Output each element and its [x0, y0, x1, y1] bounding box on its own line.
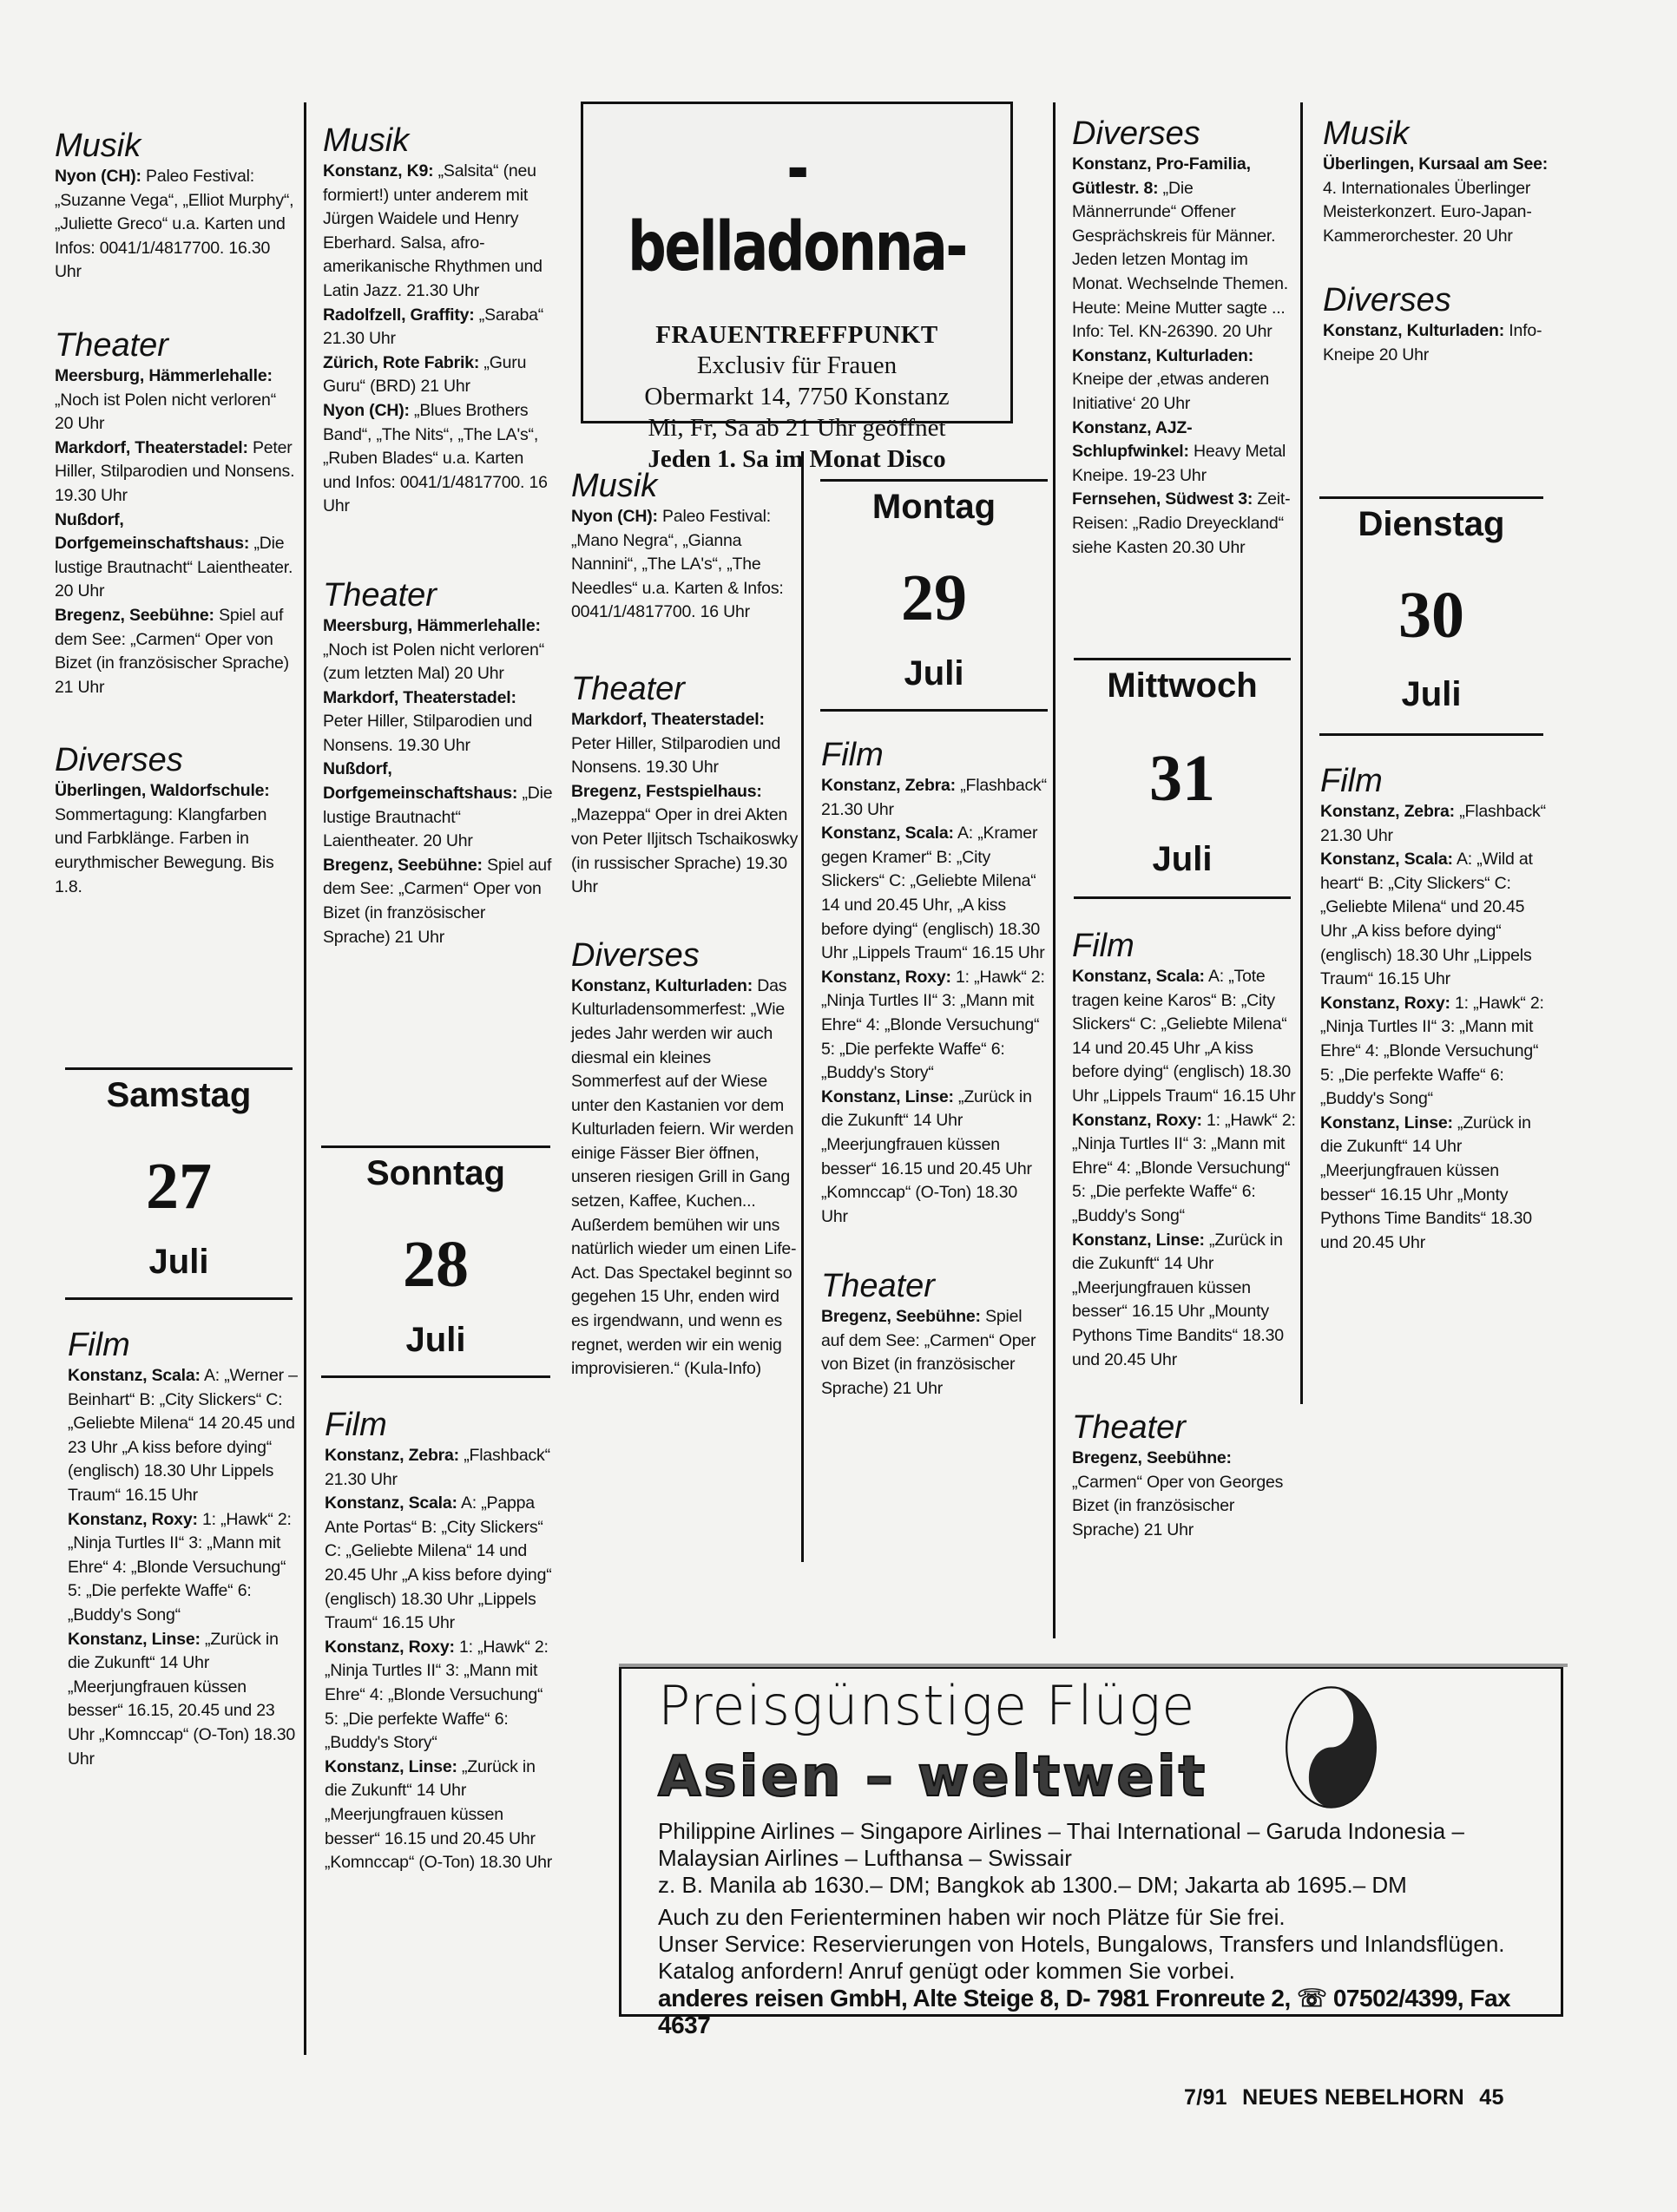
section-title: Theater [1072, 1409, 1186, 1447]
event-entry: Bregenz, Seebühne: „Carmen“ Oper von Georges Bizet (in französischer Sprache) 21 Uhr [1072, 1448, 1284, 1539]
event-entry: Konstanz, Kulturladen: Info-Kneipe 20 Uhr [1323, 321, 1542, 364]
section-title: Diverses [571, 936, 700, 974]
event-entry: Konstanz, Linse: „Zurück in die Zukunft“ 14 Uhr „Meerjungfrauen küssen besser“ 16.15 Uhr „Monty Pythons Time Bandits“ 18.30 und 20.45 Uhr [1320, 1113, 1532, 1252]
event-entry: Konstanz, Linse: „Zurück in die Zukunft“ 14 Uhr „Meerjungfrauen küssen besser“ 16.15 und 20.45 Uhr „Komnccap“ (O-Ton) 18.30 Uhr [821, 1086, 1032, 1226]
section-title: Film [1320, 763, 1383, 799]
column-saturday-pre [55, 128, 298, 942]
flights-ad [619, 1666, 1563, 2038]
event-entry: Überlingen, Kursaal am See: 4. Internationales Überlinger Meisterkonzert. Euro-Japan-Kammerorchester. 20 Uhr [1323, 154, 1549, 246]
ad-line: Exclusiv für Frauen [696, 351, 898, 379]
section-title: Musik [1323, 115, 1410, 152]
day-header-saturday [65, 1067, 293, 1300]
event-entry: Konstanz, Zebra: „Flashback“ 21.30 Uhr [325, 1446, 550, 1489]
section-film [325, 1408, 557, 1875]
column-tuesday-pre [1323, 116, 1550, 411]
column-sunday-cont [571, 469, 799, 1425]
section-title: Musik [323, 122, 410, 159]
event-entry: Konstanz, Roxy: 1: „Hawk“ 2: „Ninja Turtles II“ 3: „Mann mit Ehre“ 4: „Blonde Versuchung“ 5: „Die perfekte Waffe“ 6: „Buddy's Story“ [821, 967, 1045, 1083]
belladonna-ad [581, 102, 1013, 473]
section-musik [571, 469, 799, 625]
event-entry: Bregenz, Seebühne: Spiel auf dem See: „Carmen“ Oper von Bizet (in französischer Sprache) 21 Uhr [821, 1307, 1036, 1399]
column-monday-cont [1072, 116, 1296, 603]
ad-address: Obermarkt 14, 7750 Konstanz [644, 383, 950, 410]
page-number: 45 [1479, 2085, 1504, 2110]
event-entry: Nußdorf, Dorfgemeinschaftshaus: „Die lustige Brautnacht“ Laientheater. 20 Uhr [323, 759, 553, 851]
ad-line: Auch zu den Ferienterminen haben wir noch Plätze für Sie frei. [658, 1904, 1286, 1930]
day-name: Montag [871, 488, 996, 526]
section-musik [323, 123, 556, 519]
event-entry: Konstanz, Roxy: 1: „Hawk“ 2: „Ninja Turtles II“ 3: „Mann mit Ehre“ 4: „Blonde Versuchung“ 5: „Die perfekte Waffe“ 6: „Buddy's Song“ [68, 1509, 292, 1625]
section-title: Film [821, 737, 884, 773]
section-theater [1072, 1410, 1296, 1542]
event-entry: Konstanz, Roxy: 1: „Hawk“ 2: „Ninja Turtles II“ 3: „Mann mit Ehre“ 4: „Blonde Versuchung“ 5: „Die perfekte Waffe“ 6: „Buddy's Song“ [1320, 993, 1544, 1109]
event-entry: Fernsehen, Südwest 3: Zeit-Reisen: „Radio Dreyeckland“ siehe Kasten 20.30 Uhr [1072, 489, 1291, 557]
section-musik [1323, 116, 1550, 248]
day-number: 30 [1398, 579, 1464, 652]
magazine-name: NEUES NEBELHORN [1242, 2085, 1465, 2110]
ad-airlines: Philippine Airlines – Singapore Airlines – Thai International – Garuda Indonesia – Malaysian Airlines – Lufthansa – Swissair [658, 1818, 1464, 1871]
ad-title: Preisgünstige Flüge [658, 1674, 1196, 1737]
column-saturday-cont [323, 123, 556, 993]
section-film [1320, 764, 1548, 1255]
ad-service: Unser Service: Reservierungen von Hotels, Bungalows, Transfers und Inlandsflügen. Katalog anfordern! Anruf genügt oder kommen Sie vorbei. [658, 1931, 1505, 1984]
section-film [1072, 929, 1296, 1372]
event-entry: Konstanz, Scala: A: „Werner – Beinhart“ B: „City Slickers“ C: „Geliebte Milena“ 14 20.45 und 23 Uhr „A kiss before dying“ (englisch) 18.30 Uhr Lippels Traum“ 16.15 Uhr [68, 1366, 298, 1505]
event-entry: Bregenz, Seebühne: Spiel auf dem See: „Carmen“ Oper von Bizet (in französischer Sprache) 21 Uhr [323, 855, 552, 947]
day-number: 28 [403, 1228, 469, 1301]
event-entry: Konstanz, Scala: A: „Pappa Ante Portas“ B: „City Slickers“ C: „Geliebte Milena“ 14 und 20.45 Uhr „A kiss before dying“ (englisch) 18.30 Uhr „Lippels Traum“ 16.15 Uhr [325, 1493, 552, 1633]
section-theater [821, 1269, 1049, 1401]
ad-prices: z. B. Manila ab 1630.– DM; Bangkok ab 1300.– DM; Jakarta ab 1695.– DM [658, 1872, 1407, 1898]
section-theater [55, 328, 298, 699]
event-entry: Radolfzell, Graffity: „Saraba“ 21.30 Uhr [323, 305, 544, 349]
day-name: Samstag [106, 1076, 252, 1114]
section-film [68, 1328, 302, 1771]
column-saturday-film [68, 1328, 302, 1815]
event-entry: Konstanz, AJZ-Schlupfwinkel: Heavy Metal Kneipe. 19-23 Uhr [1072, 417, 1286, 485]
event-entry: Bregenz, Seebühne: Spiel auf dem See: „Carmen“ Oper von Bizet (in französischer Sprache) 21 Uhr [55, 605, 289, 697]
event-entry: Meersburg, Hämmerlehalle: „Noch ist Polen nicht verloren“ (zum letzten Mal) 20 Uhr [323, 615, 544, 684]
section-film [821, 738, 1049, 1229]
ad-contact: anderes reisen GmbH, Alte Steige 8, D- 7981 Fronreute 2, ☏ 07502/4399, Fax 4637 [658, 1985, 1511, 2038]
event-entry: Nyon (CH): „Blues Brothers Band“, „The Nits“, „The LA's“, „Ruben Blades“ u.a. Karten und Infos: 0041/1/4817700. 16 Uhr [323, 400, 548, 516]
section-title: Musik [571, 468, 658, 504]
day-name: Dienstag [1358, 505, 1505, 543]
event-entry: Konstanz, Scala: A: „Tote tragen keine Karos“ B: „City Slickers“ C: „Geliebte Milena“ 14 und 20.45 Uhr „A kiss before dying“ (englisch) 18.30 Uhr „Lippels Traum“ 16.15 Uhr [1072, 967, 1296, 1106]
column-rule [1053, 102, 1056, 1638]
event-entry: Markdorf, Theaterstadel: Peter Hiller, Stilparodien und Nonsens. 19.30 Uhr [55, 437, 295, 505]
day-header-wednesday [1074, 658, 1291, 899]
section-title: Film [325, 1407, 387, 1443]
column-rule [1300, 102, 1303, 1404]
section-title: Diverses [1323, 282, 1451, 319]
event-entry: Konstanz, Zebra: „Flashback“ 21.30 Uhr [1320, 802, 1546, 845]
event-entry: Konstanz, Scala: A: „Kramer gegen Kramer“ B: „City Slickers“ C: „Geliebte Milena“ 14 und 20.45 Uhr, „A kiss before dying“ (englisch) 18.30 Uhr „Lippels Traum“ 16.15 Uhr [821, 824, 1045, 963]
day-header-monday [820, 479, 1048, 712]
event-entry: Konstanz, Scala: A: „Wild at heart“ B: „City Slickers“ C: „Geliebte Milena“ und 20.45 Uhr „A kiss before dying“ (englisch) 18.30 Uhr „Lippels Traum“ 16.15 Uhr [1320, 850, 1533, 989]
day-header-sunday [321, 1145, 550, 1378]
section-title: Theater [55, 326, 168, 364]
section-title: Theater [821, 1268, 935, 1305]
column-wednesday [1072, 929, 1296, 1585]
day-month: Juli [405, 1321, 466, 1359]
page-footer [1184, 2085, 1513, 2110]
section-diverses [1072, 116, 1296, 560]
column-rule [801, 451, 804, 1562]
ad-subtitle: Asien – weltweit [658, 1745, 1208, 1809]
day-number: 27 [146, 1150, 212, 1223]
section-diverses [571, 938, 799, 1382]
event-entry: Nyon (CH): Paleo Festival: „Suzanne Vega“, „Elliot Murphy“, „Juliette Greco“ u.a. Karten und Infos: 0041/1/4817700. 16.30 Uhr [55, 167, 294, 282]
event-entry: Konstanz, Linse: „Zurück in die Zukunft“ 14 Uhr „Meerjungfrauen küssen besser“ 16.15 und 20.45 Uhr „Komnccap“ (O-Ton) 18.30 Uhr [325, 1756, 553, 1873]
section-title: Theater [323, 576, 437, 614]
event-entry: Konstanz, Linse: „Zurück in die Zukunft“ 14 Uhr „Meerjungfrauen küssen besser“ 16.15 Uhr „Mounty Pythons Time Bandits“ 18.30 und 20.45 Uhr [1072, 1230, 1284, 1369]
ad-body [658, 1818, 1543, 2038]
day-month: Juli [1152, 840, 1213, 878]
column-sunday-film [325, 1408, 557, 1919]
column-rule [304, 102, 306, 2055]
section-diverses [1323, 283, 1550, 367]
section-musik [55, 128, 298, 285]
event-entry: Konstanz, Roxy: 1: „Hawk“ 2: „Ninja Turtles II“ 3: „Mann mit Ehre“ 4: „Blonde Versuchung“ 5: „Die perfekte Waffe“ 6: „Buddy's Song“ [1072, 1110, 1296, 1225]
event-entry: Überlingen, Waldorfschule: Sommertagung: Klangfarben und Farbklänge. Farben in eurythmischer Bewegung. Bis 1.8. [55, 781, 274, 896]
section-diverses [55, 743, 298, 899]
day-month: Juli [904, 654, 964, 692]
event-entry: Nyon (CH): Paleo Festival: „Mano Negra“, „Gianna Nannini“, „The LA's“, „The Needles“ u.a. Karten & Infos: 0041/1/4817700. 16 Uhr [571, 507, 784, 622]
day-name: Mittwoch [1107, 666, 1258, 705]
section-theater [571, 672, 799, 900]
section-title: Musik [55, 128, 141, 164]
section-title: Diverses [1072, 115, 1200, 152]
section-title: Theater [571, 670, 685, 707]
event-entry: Konstanz, Kulturladen: Kneipe der ‚etwas anderen Initiative‘ 20 Uhr [1072, 345, 1269, 413]
event-entry: Bregenz, Festspielhaus: „Mazeppa“ Oper in drei Akten von Peter Iljitsch Tschaikoswky (in russischer Sprache) 19.30 Uhr [571, 781, 799, 897]
event-entry: Markdorf, Theaterstadel: Peter Hiller, Stilparodien und Nonsens. 19.30 Uhr [323, 687, 533, 755]
day-month: Juli [1401, 675, 1462, 713]
ad-title: -belladonna- [628, 130, 966, 286]
section-title: Diverses [55, 742, 183, 779]
day-header-tuesday [1319, 496, 1543, 736]
event-entry: Konstanz, Roxy: 1: „Hawk“ 2: „Ninja Turtles II“ 3: „Mann mit Ehre“ 4: „Blonde Versuchung“ 5: „Die perfekte Waffe“ 6: „Buddy's Story“ [325, 1637, 549, 1753]
section-theater [323, 578, 556, 949]
event-entry: Markdorf, Theaterstadel: Peter Hiller, Stilparodien und Nonsens. 19.30 Uhr [571, 709, 781, 778]
event-entry: Konstanz, K9: „Salsita“ (neu formiert!) unter anderem mit Jürgen Waidele und Henry Eberhard. Salsa, afro-amerikanische Rhythmen und Latin Jazz. 21.30 Uhr [323, 161, 543, 300]
section-title: Film [1072, 928, 1134, 964]
event-entry: Meersburg, Hämmerlehalle: „Noch ist Polen nicht verloren“ 20 Uhr [55, 365, 276, 434]
ad-subtitle: FRAUENTREFFPUNKT [655, 321, 938, 349]
day-name: Sonntag [366, 1154, 505, 1192]
event-entry: Konstanz, Kulturladen: Das Kulturladensommerfest: „Wie jedes Jahr werden wir auch diesmal ein kleines Sommerfest auf der Wiese unter den Kastanien vor dem Kulturladen feiern. Wir werden einige Fässer Bier öffnen, unseren riesigen Grill in Gang setzen, Kaffee, Kuchen... Außerdem bemühen wir uns natürlich wieder um einen Life-Act. Das Spectakel beginnt so gegehen 15 Uhr, enden wird es irgendwann, und wenn es regnet, werden wir ein wenig improvisieren.“ (Kula-Info) [571, 975, 797, 1379]
column-tuesday [1320, 764, 1548, 1298]
yin-yang-icon [1281, 1684, 1381, 1810]
event-entry: Konstanz, Pro-Familia, Gütlestr. 8: „Die Männerrunde“ Offener Gesprächskreis für Männer. Jeden letzen Montag im Monat. Wechselnde Themen. Heute: Meine Mutter sagte ... Info: Tel. KN-26390. 20 Uhr [1072, 154, 1289, 342]
day-month: Juli [148, 1243, 209, 1281]
ad-hours: Mi, Fr, Sa ab 21 Uhr geöffnet [648, 414, 946, 442]
event-entry: Zürich, Rote Fabrik: „Guru Guru“ (BRD) 21 Uhr [323, 352, 527, 397]
ad-disco: Jeden 1. Sa im Monat Disco [648, 445, 946, 473]
section-title: Film [68, 1327, 130, 1363]
day-number: 29 [901, 561, 967, 634]
ad-shadow [619, 1664, 1568, 1667]
event-entry: Konstanz, Linse: „Zurück in die Zukunft“ 14 Uhr „Meerjungfrauen küssen besser“ 16.15, 20.45 und 23 Uhr „Komnccap“ (O-Ton) 18.30 Uhr [68, 1629, 296, 1769]
event-entry: Nußdorf, Dorfgemeinschaftshaus: „Die lustige Brautnacht“ Laientheater. 20 Uhr [55, 509, 293, 601]
day-number: 31 [1149, 742, 1215, 815]
event-entry: Konstanz, Zebra: „Flashback“ 21.30 Uhr [821, 776, 1047, 819]
issue-number: 7/91 [1184, 2085, 1227, 2110]
column-monday [821, 738, 1049, 1445]
